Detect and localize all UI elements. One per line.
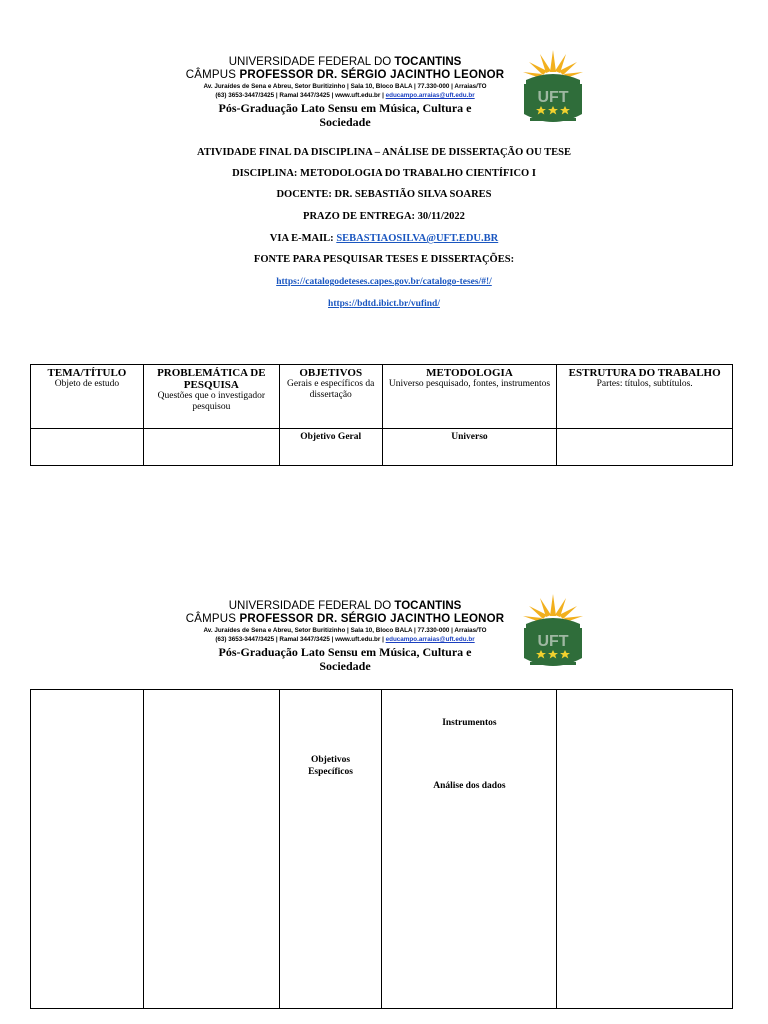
cell-metodologia[interactable] <box>382 690 557 1009</box>
program-title: Pós-Graduação Lato Sensu em Música, Cultura e Sociedade <box>218 645 472 673</box>
sources-label: FONTE PARA PESQUISAR TESES E DISSERTAÇÕES: <box>253 254 515 265</box>
col-objetivos: OBJETIVOS Gerais e específicos da dissertação <box>279 365 382 429</box>
contact-line: (63) 3653-3447/3425 | Ramal 3447/3425 | www.uft.edu.br | educampo.arraias@uft.edu.br <box>215 92 475 99</box>
col-problematica: PROBLEMÁTICA DE PESQUISA Questões que o investigador pesquisou <box>143 365 279 429</box>
col-estrutura: ESTRUTURA DO TRABALHO Partes: títulos, subtítulos. <box>557 365 733 429</box>
address-line: Av. Juraídes de Sena e Abreu, Setor Buritizinho | Sala 10, Bloco BALA | 77.330-000 | Arraias/TO <box>203 83 487 90</box>
logo-text: UFT <box>537 89 569 106</box>
discipline-line: DISCIPLINA: METODOLOGIA DO TRABALHO CIENTÍFICO I <box>232 168 536 179</box>
cell-tema[interactable] <box>31 690 144 1009</box>
page1-header <box>150 56 540 129</box>
instrumentos-label: Instrumentos <box>442 718 497 728</box>
page2-header <box>150 600 540 673</box>
cell-estrutura[interactable] <box>557 690 733 1009</box>
address-line: Av. Juraídes de Sena e Abreu, Setor Buritizinho | Sala 10, Bloco BALA | 77.330-000 | Arraias/TO <box>203 627 487 634</box>
link-bdtd-line <box>0 299 768 309</box>
cell-objetivos-especificos[interactable] <box>279 690 382 1009</box>
cell-estrutura[interactable] <box>557 429 733 466</box>
cell-universo[interactable]: Universo <box>382 429 557 466</box>
cell-objetivo-geral[interactable]: Objetivo Geral <box>279 429 382 466</box>
campus-name: CÂMPUS PROFESSOR DR. SÉRGIO JACINTHO LEONOR <box>185 69 505 81</box>
table-row <box>31 429 733 466</box>
activity-title: ATIVIDADE FINAL DA DISCIPLINA – ANÁLISE DE DISSERTAÇÃO OU TESE <box>197 147 571 158</box>
teacher-line: DOCENTE: DR. SEBASTIÃO SILVA SOARES <box>276 189 492 200</box>
bdtd-link[interactable]: https://bdtd.ibict.br/vufind/ <box>328 299 440 309</box>
col-metodologia: METODOLOGIA Universo pesquisado, fontes, instrumentos <box>382 365 557 429</box>
program-title: Pós-Graduação Lato Sensu em Música, Cultura e Sociedade <box>218 101 472 129</box>
analysis-table <box>30 364 733 466</box>
col-tema: TEMA/TÍTULO Objeto de estudo <box>31 365 144 429</box>
analysis-table-continued <box>30 689 733 1009</box>
table-row <box>31 690 733 1009</box>
contact-email-link[interactable]: educampo.arraias@uft.edu.br <box>385 92 475 99</box>
email-line: VIA E-MAIL: SEBASTIAOSILVA@UFT.EDU.BR <box>269 233 499 244</box>
link-capes-line <box>0 277 768 287</box>
university-name: UNIVERSIDADE FEDERAL DO TOCANTINS <box>228 600 462 612</box>
campus-name: CÂMPUS PROFESSOR DR. SÉRGIO JACINTHO LEONOR <box>185 613 505 625</box>
contact-line: (63) 3653-3447/3425 | Ramal 3447/3425 | www.uft.edu.br | educampo.arraias@uft.edu.br <box>215 636 475 643</box>
university-name: UNIVERSIDADE FEDERAL DO TOCANTINS <box>228 56 462 68</box>
uft-logo <box>520 590 586 672</box>
cell-tema[interactable] <box>31 429 144 466</box>
analise-label: Análise dos dados <box>433 781 506 791</box>
cell-problematica[interactable] <box>143 690 279 1009</box>
uft-logo <box>520 46 586 128</box>
contact-email-link[interactable]: educampo.arraias@uft.edu.br <box>385 636 475 643</box>
teacher-email-link[interactable]: SEBASTIAOSILVA@UFT.EDU.BR <box>336 233 499 244</box>
logo-text: UFT <box>537 633 569 650</box>
capes-link[interactable]: https://catalogodeteses.capes.gov.br/catalogo-teses/#!/ <box>276 277 492 287</box>
deadline-line: PRAZO DE ENTREGA: 30/11/2022 <box>303 211 465 222</box>
cell-problematica[interactable] <box>143 429 279 466</box>
objetivos-especificos-label: Objetivos Específicos <box>308 755 353 777</box>
table-header-row <box>31 365 733 429</box>
